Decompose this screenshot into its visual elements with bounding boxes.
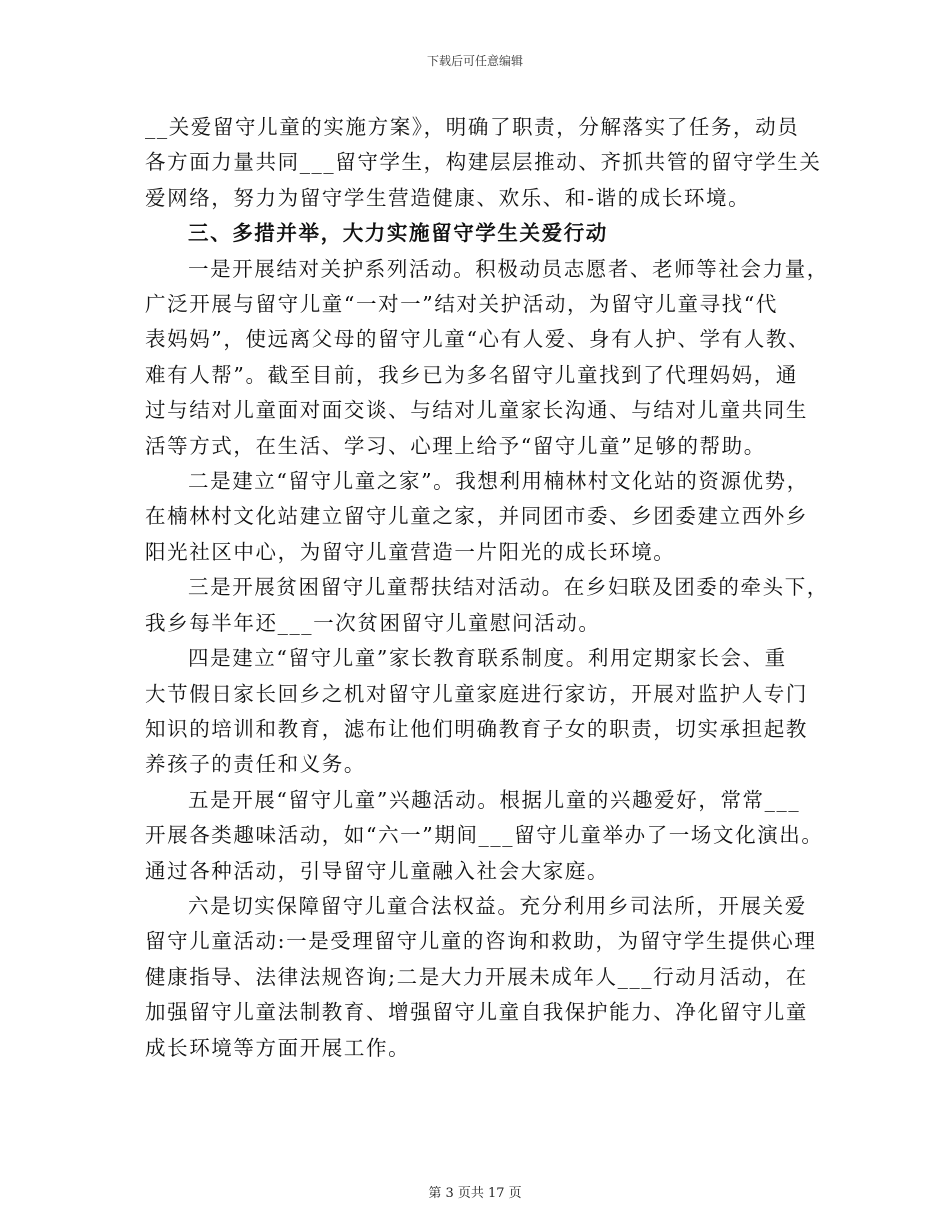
body-line: 二是建立“留守儿童之家”。我想利用楠林村文化站的资源优势， — [188, 469, 809, 494]
body-line: 阳光社区中心，为留守儿童营造一片阳光的成长环境。 — [145, 539, 676, 564]
body-line: 一是开展结对关护系列活动。积极动员志愿者、老师等社会力量， — [188, 256, 829, 281]
body-line: 通过各种活动，引导留守儿童融入社会大家庭。 — [145, 858, 610, 883]
body-line: 加强留守儿童法制教育、增强留守儿童自我保护能力、净化留守儿童 — [145, 1000, 808, 1025]
body-line: 成长环境等方面开展工作。 — [145, 1035, 411, 1060]
body-line: 过与结对儿童面对面交谈、与结对儿童家长沟通、与结对儿童共同生 — [145, 398, 808, 423]
page-header: 下载后可任意编辑 — [426, 54, 523, 68]
document-body — [145, 110, 835, 1066]
body-line: 在楠林村文化站建立留守儿童之家，并同团市委、乡团委建立西外乡 — [145, 504, 808, 529]
body-line: 五是开展“留守儿童”兴趣活动。根据儿童的兴趣爱好，常常___ — [188, 787, 801, 812]
page-footer: 第 3 页共 17 页 — [428, 1186, 522, 1201]
body-line: 我乡每半年还___一次贫困留守儿童慰问活动。 — [145, 610, 601, 635]
body-line: 各方面力量共同___留守学生，构建层层推动、齐抓共管的留守学生关 — [145, 150, 822, 175]
body-line: 知识的培训和教育，滤布让他们明确教育子女的职责，切实承担起教 — [145, 716, 808, 741]
body-line: 广泛开展与留守儿童“一对一”结对关护活动，为留守儿童寻找“代 — [145, 292, 778, 317]
body-line: 三是开展贫困留守儿童帮扶结对活动。在乡妇联及团委的牵头下， — [188, 575, 829, 600]
body-line: 养孩子的责任和义务。 — [145, 752, 366, 777]
body-line: 四是建立“留守儿童”家长教育联系制度。利用定期家长会、重 — [188, 646, 787, 671]
body-line: 健康指导、法律法规咨询;二是大力开展未成年人___行动月活动，在 — [145, 964, 808, 989]
body-line: 开展各类趣味活动，如“六一”期间___留守儿童举办了一场文化演出。 — [145, 823, 824, 848]
body-line: 六是切实保障留守儿童合法权益。充分利用乡司法所，开展关爱 — [188, 893, 807, 918]
body-line: 活等方式，在生活、学习、心理上给予“留守儿童”足够的帮助。 — [145, 433, 766, 458]
body-line: 表妈妈”，使远离父母的留守儿童“心有人爱、身有人护、学有人教、 — [145, 327, 811, 352]
body-line: 留守儿童活动:一是受理留守儿童的咨询和救助，为留守学生提供心理 — [145, 929, 817, 954]
section-heading: 三、多措并举，大力实施留守学生关爱行动 — [188, 221, 608, 246]
body-line: 大节假日家长回乡之机对留守儿童家庭进行家访，开展对监护人专门 — [145, 681, 808, 706]
body-line: __关爱留守儿童的实施方案》，明确了职责，分解落实了任务，动员 — [145, 115, 800, 139]
body-line: 难有人帮”。截至目前，我乡已为多名留守儿童找到了代理妈妈，通 — [145, 362, 798, 387]
body-line: 爱网络，努力为留守学生营造健康、欢乐、和-谐的成长环境。 — [145, 185, 751, 210]
